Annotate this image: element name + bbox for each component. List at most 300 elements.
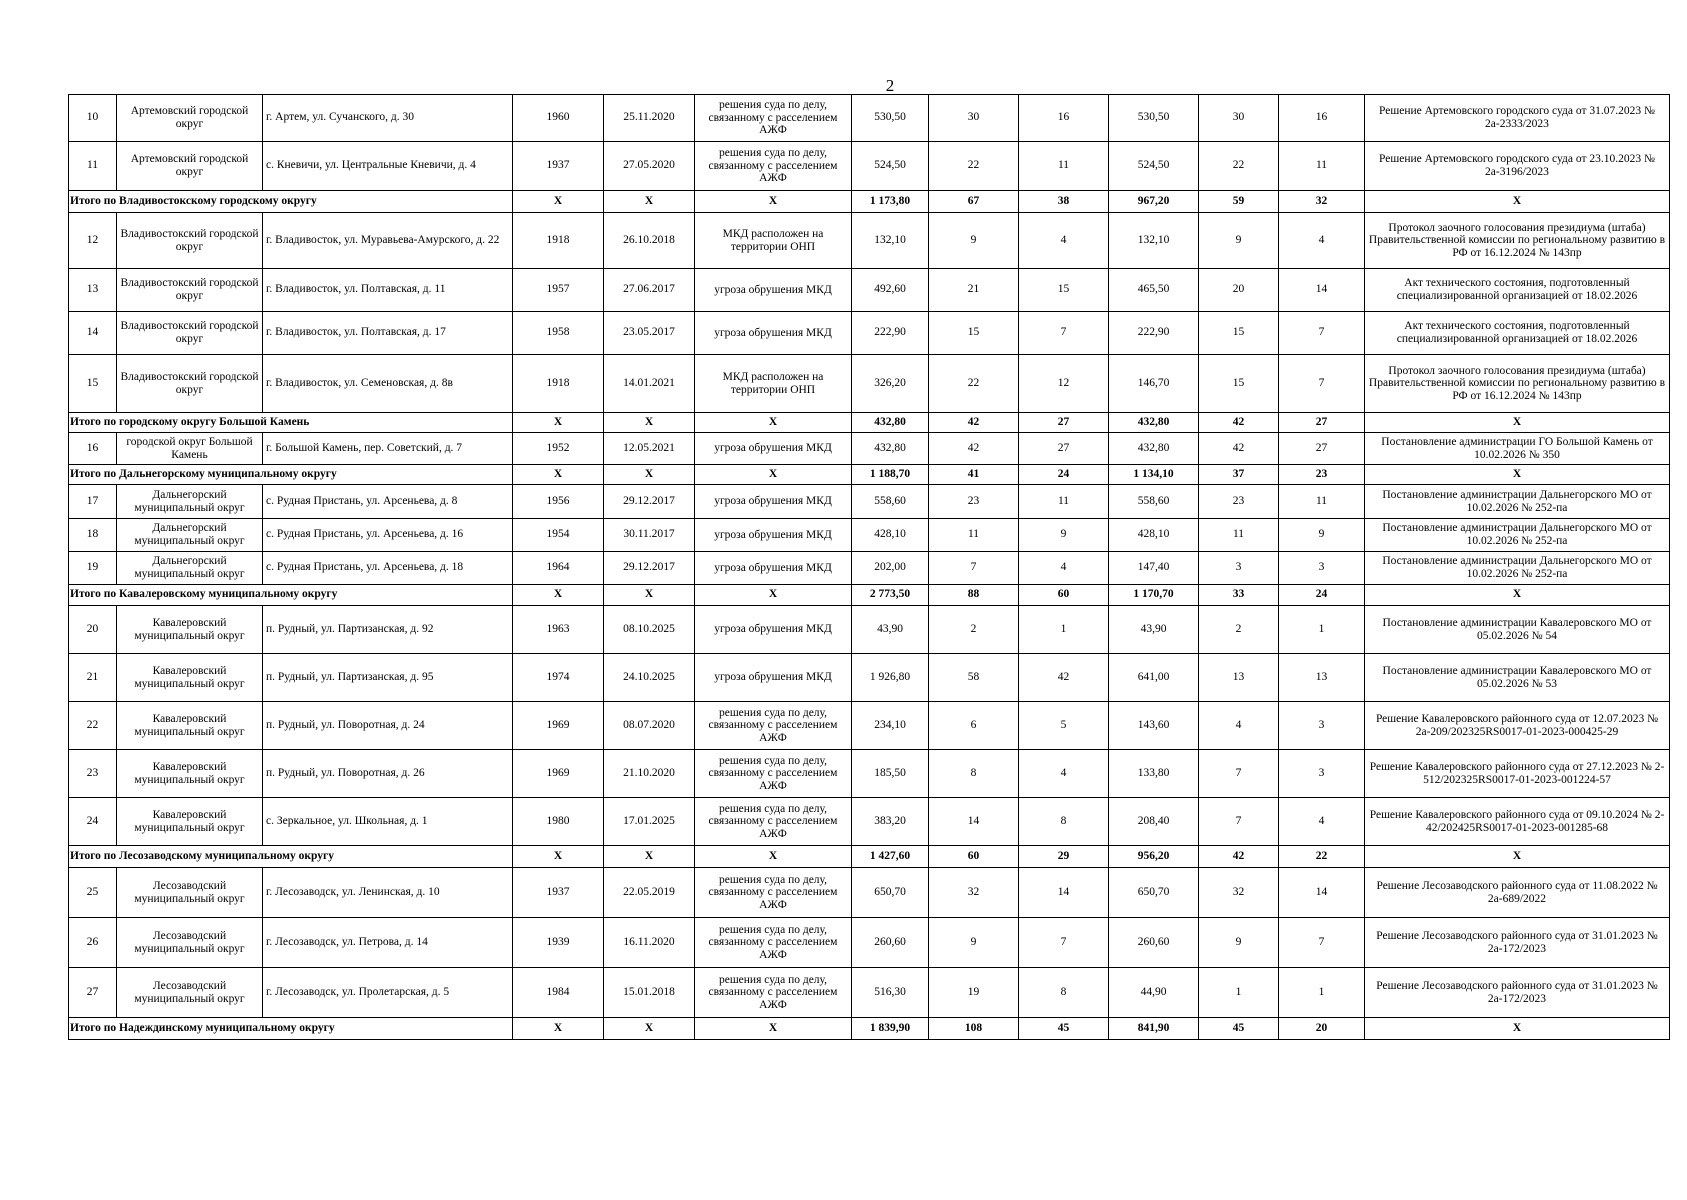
cell-total-label: Итого по Надеждинскому муниципальному округу xyxy=(69,1018,513,1040)
cell-basis-document: Решение Лесозаводского районного суда от 31.01.2023 № 2а-172/2023 xyxy=(1365,968,1670,1018)
cell-municipality: Дальнегорский муниципальный округ xyxy=(117,485,263,519)
cell-reason: решения суда по делу, связанному с расселением АЖФ xyxy=(695,798,852,846)
cell-basis-document: Постановление администрации Дальнегорского МО от 10.02.2026 № 252-па xyxy=(1365,519,1670,552)
cell-total-date: X xyxy=(604,846,695,868)
cell-row-number: 20 xyxy=(69,606,117,654)
cell-resettle-premises: 3 xyxy=(1279,552,1365,585)
cell-total-area: 222,90 xyxy=(852,312,929,355)
cell-residents: 9 xyxy=(929,918,1019,968)
cell-basis-document: Акт технического состояния, подготовленный специализированной организацией от 18.02.2026 xyxy=(1365,269,1670,312)
cell-resettle-area: 133,80 xyxy=(1109,750,1199,798)
cell-address: с. Рудная Пристань, ул. Арсеньева, д. 8 xyxy=(263,485,513,519)
cell-year-built: 1984 xyxy=(513,968,604,1018)
cell-total-area: 1 173,80 xyxy=(852,191,929,213)
cell-total-date: X xyxy=(604,413,695,433)
cell-total-reason: X xyxy=(695,1018,852,1040)
cell-resettle-area: 208,40 xyxy=(1109,798,1199,846)
cell-residents: 19 xyxy=(929,968,1019,1018)
cell-basis-document: Решение Лесозаводского районного суда от 31.01.2023 № 2а-172/2023 xyxy=(1365,918,1670,968)
cell-reason: решения суда по делу, связанному с расселением АЖФ xyxy=(695,968,852,1018)
cell-year-built: 1969 xyxy=(513,750,604,798)
cell-total-year: X xyxy=(513,465,604,485)
cell-premises: 16 xyxy=(1019,95,1109,142)
cell-recognition-date: 17.01.2025 xyxy=(604,798,695,846)
cell-resettle-premises: 13 xyxy=(1279,654,1365,702)
cell-row-number: 21 xyxy=(69,654,117,702)
cell-total-area: 428,10 xyxy=(852,519,929,552)
cell-address: г. Лесозаводск, ул. Петрова, д. 14 xyxy=(263,918,513,968)
cell-municipality: Владивостокский городской округ xyxy=(117,269,263,312)
cell-basis-document: Постановление администрации Кавалеровского МО от 05.02.2026 № 54 xyxy=(1365,606,1670,654)
cell-residents: 22 xyxy=(929,142,1019,191)
cell-total-area: 1 926,80 xyxy=(852,654,929,702)
cell-recognition-date: 25.11.2020 xyxy=(604,95,695,142)
cell-address: г. Владивосток, ул. Полтавская, д. 11 xyxy=(263,269,513,312)
cell-premises: 12 xyxy=(1019,355,1109,413)
cell-address: г. Владивосток, ул. Муравьева-Амурского, д. 22 xyxy=(263,213,513,269)
table-row xyxy=(69,485,1670,519)
cell-municipality: Кавалеровский муниципальный округ xyxy=(117,654,263,702)
cell-premises: 4 xyxy=(1019,552,1109,585)
cell-total-premises: 27 xyxy=(1019,413,1109,433)
cell-row-number: 22 xyxy=(69,702,117,750)
cell-total-label: Итого по Дальнегорскому муниципальному округу xyxy=(69,465,513,485)
cell-resettle-premises: 14 xyxy=(1279,868,1365,918)
cell-resettle-residents: 30 xyxy=(1199,95,1279,142)
cell-reason: решения суда по делу, связанному с расселением АЖФ xyxy=(695,868,852,918)
cell-recognition-date: 27.06.2017 xyxy=(604,269,695,312)
cell-year-built: 1954 xyxy=(513,519,604,552)
cell-total-year: X xyxy=(513,1018,604,1040)
cell-basis-document: Решение Кавалеровского районного суда от 12.07.2023 № 2а-209/202325RS0017-01-2023-000425-29 xyxy=(1365,702,1670,750)
cell-residents: 58 xyxy=(929,654,1019,702)
cell-residents: 7 xyxy=(929,552,1019,585)
cell-year-built: 1964 xyxy=(513,552,604,585)
cell-reason: угроза обрушения МКД xyxy=(695,485,852,519)
cell-address: п. Рудный, ул. Партизанская, д. 95 xyxy=(263,654,513,702)
cell-recognition-date: 12.05.2021 xyxy=(604,433,695,465)
cell-total-reason: X xyxy=(695,191,852,213)
cell-total-area: 260,60 xyxy=(852,918,929,968)
table-row xyxy=(69,312,1670,355)
cell-total-reason: X xyxy=(695,413,852,433)
cell-residents: 15 xyxy=(929,312,1019,355)
cell-total-basis: X xyxy=(1365,585,1670,606)
cell-municipality: Кавалеровский муниципальный округ xyxy=(117,606,263,654)
cell-total-resettle-residents: 45 xyxy=(1199,1018,1279,1040)
cell-total-resettle-area: 1 134,10 xyxy=(1109,465,1199,485)
cell-premises: 11 xyxy=(1019,142,1109,191)
cell-address: п. Рудный, ул. Партизанская, д. 92 xyxy=(263,606,513,654)
cell-recognition-date: 16.11.2020 xyxy=(604,918,695,968)
cell-year-built: 1939 xyxy=(513,918,604,968)
cell-total-date: X xyxy=(604,585,695,606)
table-row xyxy=(69,213,1670,269)
cell-total-resettle-area: 432,80 xyxy=(1109,413,1199,433)
cell-address: г. Большой Камень, пер. Советский, д. 7 xyxy=(263,433,513,465)
cell-total-area: 432,80 xyxy=(852,433,929,465)
cell-premises: 15 xyxy=(1019,269,1109,312)
cell-total-resettle-premises: 22 xyxy=(1279,846,1365,868)
cell-premises: 4 xyxy=(1019,213,1109,269)
total-row xyxy=(69,191,1670,213)
cell-recognition-date: 30.11.2017 xyxy=(604,519,695,552)
cell-address: г. Владивосток, ул. Семеновская, д. 8в xyxy=(263,355,513,413)
cell-row-number: 16 xyxy=(69,433,117,465)
cell-total-residents: 41 xyxy=(929,465,1019,485)
cell-residents: 8 xyxy=(929,750,1019,798)
cell-resettle-area: 143,60 xyxy=(1109,702,1199,750)
cell-recognition-date: 26.10.2018 xyxy=(604,213,695,269)
cell-residents: 42 xyxy=(929,433,1019,465)
cell-reason: угроза обрушения МКД xyxy=(695,519,852,552)
page-number: 2 xyxy=(885,76,895,95)
cell-resettle-premises: 11 xyxy=(1279,485,1365,519)
cell-address: п. Рудный, ул. Поворотная, д. 26 xyxy=(263,750,513,798)
cell-residents: 14 xyxy=(929,798,1019,846)
cell-address: г. Лесозаводск, ул. Ленинская, д. 10 xyxy=(263,868,513,918)
cell-municipality: Артемовский городской округ xyxy=(117,142,263,191)
cell-municipality: Кавалеровский муниципальный округ xyxy=(117,750,263,798)
cell-residents: 21 xyxy=(929,269,1019,312)
table-row xyxy=(69,433,1670,465)
cell-total-area: 650,70 xyxy=(852,868,929,918)
cell-total-resettle-area: 1 170,70 xyxy=(1109,585,1199,606)
cell-total-residents: 108 xyxy=(929,1018,1019,1040)
table-row xyxy=(69,798,1670,846)
cell-resettle-area: 43,90 xyxy=(1109,606,1199,654)
cell-resettle-premises: 3 xyxy=(1279,702,1365,750)
cell-premises: 14 xyxy=(1019,868,1109,918)
cell-total-premises: 60 xyxy=(1019,585,1109,606)
cell-reason: решения суда по делу, связанному с расселением АЖФ xyxy=(695,142,852,191)
cell-total-residents: 42 xyxy=(929,413,1019,433)
cell-row-number: 23 xyxy=(69,750,117,798)
cell-total-resettle-residents: 42 xyxy=(1199,846,1279,868)
cell-reason: угроза обрушения МКД xyxy=(695,433,852,465)
cell-basis-document: Постановление администрации ГО Большой Камень от 10.02.2026 № 350 xyxy=(1365,433,1670,465)
cell-resettle-premises: 11 xyxy=(1279,142,1365,191)
cell-total-resettle-residents: 59 xyxy=(1199,191,1279,213)
cell-total-area: 1 427,60 xyxy=(852,846,929,868)
cell-resettle-premises: 4 xyxy=(1279,798,1365,846)
cell-resettle-premises: 7 xyxy=(1279,312,1365,355)
cell-resettle-residents: 23 xyxy=(1199,485,1279,519)
cell-premises: 8 xyxy=(1019,798,1109,846)
cell-total-reason: X xyxy=(695,585,852,606)
cell-resettle-residents: 3 xyxy=(1199,552,1279,585)
cell-resettle-area: 558,60 xyxy=(1109,485,1199,519)
cell-total-resettle-residents: 37 xyxy=(1199,465,1279,485)
cell-total-premises: 24 xyxy=(1019,465,1109,485)
table-row xyxy=(69,355,1670,413)
cell-resettle-residents: 42 xyxy=(1199,433,1279,465)
table-row xyxy=(69,968,1670,1018)
cell-year-built: 1918 xyxy=(513,213,604,269)
cell-basis-document: Постановление администрации Дальнегорского МО от 10.02.2026 № 252-па xyxy=(1365,552,1670,585)
cell-total-basis: X xyxy=(1365,191,1670,213)
cell-year-built: 1963 xyxy=(513,606,604,654)
total-row xyxy=(69,1018,1670,1040)
cell-year-built: 1960 xyxy=(513,95,604,142)
cell-resettle-area: 524,50 xyxy=(1109,142,1199,191)
cell-resettle-residents: 20 xyxy=(1199,269,1279,312)
cell-row-number: 14 xyxy=(69,312,117,355)
table-row xyxy=(69,750,1670,798)
cell-total-area: 516,30 xyxy=(852,968,929,1018)
cell-year-built: 1958 xyxy=(513,312,604,355)
cell-premises: 7 xyxy=(1019,312,1109,355)
table-row xyxy=(69,606,1670,654)
cell-total-resettle-residents: 33 xyxy=(1199,585,1279,606)
cell-municipality: городской округ Большой Камень xyxy=(117,433,263,465)
cell-residents: 30 xyxy=(929,95,1019,142)
cell-reason: решения суда по делу, связанному с расселением АЖФ xyxy=(695,750,852,798)
cell-recognition-date: 29.12.2017 xyxy=(604,552,695,585)
table-row xyxy=(69,868,1670,918)
cell-row-number: 10 xyxy=(69,95,117,142)
cell-residents: 9 xyxy=(929,213,1019,269)
cell-resettle-residents: 7 xyxy=(1199,798,1279,846)
cell-resettle-premises: 7 xyxy=(1279,355,1365,413)
cell-recognition-date: 22.05.2019 xyxy=(604,868,695,918)
cell-recognition-date: 23.05.2017 xyxy=(604,312,695,355)
cell-resettle-premises: 1 xyxy=(1279,606,1365,654)
cell-premises: 27 xyxy=(1019,433,1109,465)
cell-recognition-date: 24.10.2025 xyxy=(604,654,695,702)
cell-row-number: 18 xyxy=(69,519,117,552)
cell-resettle-area: 222,90 xyxy=(1109,312,1199,355)
cell-municipality: Лесозаводский муниципальный округ xyxy=(117,868,263,918)
cell-row-number: 11 xyxy=(69,142,117,191)
cell-municipality: Лесозаводский муниципальный округ xyxy=(117,918,263,968)
cell-address: с. Рудная Пристань, ул. Арсеньева, д. 18 xyxy=(263,552,513,585)
cell-row-number: 12 xyxy=(69,213,117,269)
cell-total-year: X xyxy=(513,846,604,868)
cell-total-area: 326,20 xyxy=(852,355,929,413)
cell-recognition-date: 29.12.2017 xyxy=(604,485,695,519)
cell-recognition-date: 08.10.2025 xyxy=(604,606,695,654)
cell-total-area: 132,10 xyxy=(852,213,929,269)
cell-total-premises: 45 xyxy=(1019,1018,1109,1040)
cell-total-date: X xyxy=(604,191,695,213)
cell-basis-document: Протокол заочного голосования президиума (штаба) Правительственной комиссии по региональному развитию в РФ от 16.12.2024 № 143пр xyxy=(1365,213,1670,269)
cell-total-reason: X xyxy=(695,846,852,868)
cell-resettle-area: 650,70 xyxy=(1109,868,1199,918)
cell-resettle-residents: 32 xyxy=(1199,868,1279,918)
cell-reason: угроза обрушения МКД xyxy=(695,606,852,654)
cell-total-area: 383,20 xyxy=(852,798,929,846)
cell-residents: 32 xyxy=(929,868,1019,918)
cell-resettle-area: 147,40 xyxy=(1109,552,1199,585)
cell-year-built: 1957 xyxy=(513,269,604,312)
cell-total-area: 202,00 xyxy=(852,552,929,585)
cell-basis-document: Решение Лесозаводского районного суда от 11.08.2022 № 2а-689/2022 xyxy=(1365,868,1670,918)
cell-reason: МКД расположен на территории ОНП xyxy=(695,355,852,413)
cell-total-area: 185,50 xyxy=(852,750,929,798)
cell-recognition-date: 15.01.2018 xyxy=(604,968,695,1018)
cell-reason: угроза обрушения МКД xyxy=(695,654,852,702)
cell-municipality: Артемовский городской округ xyxy=(117,95,263,142)
cell-reason: решения суда по делу, связанному с расселением АЖФ xyxy=(695,702,852,750)
cell-resettle-premises: 9 xyxy=(1279,519,1365,552)
cell-resettle-premises: 14 xyxy=(1279,269,1365,312)
cell-residents: 6 xyxy=(929,702,1019,750)
cell-premises: 11 xyxy=(1019,485,1109,519)
cell-resettle-premises: 1 xyxy=(1279,968,1365,1018)
cell-resettle-area: 465,50 xyxy=(1109,269,1199,312)
cell-address: г. Владивосток, ул. Полтавская, д. 17 xyxy=(263,312,513,355)
cell-total-area: 1 188,70 xyxy=(852,465,929,485)
cell-basis-document: Решение Артемовского городского суда от 23.10.2023 № 2а-3196/2023 xyxy=(1365,142,1670,191)
cell-resettle-residents: 2 xyxy=(1199,606,1279,654)
cell-row-number: 13 xyxy=(69,269,117,312)
cell-resettle-residents: 1 xyxy=(1199,968,1279,1018)
cell-year-built: 1918 xyxy=(513,355,604,413)
cell-address: с. Кневичи, ул. Центральные Кневичи, д. 4 xyxy=(263,142,513,191)
cell-total-resettle-area: 956,20 xyxy=(1109,846,1199,868)
cell-year-built: 1974 xyxy=(513,654,604,702)
cell-total-date: X xyxy=(604,1018,695,1040)
cell-total-label: Итого по городскому округу Большой Камень xyxy=(69,413,513,433)
table-row xyxy=(69,552,1670,585)
cell-address: п. Рудный, ул. Поворотная, д. 24 xyxy=(263,702,513,750)
cell-premises: 8 xyxy=(1019,968,1109,1018)
cell-basis-document: Постановление администрации Дальнегорского МО от 10.02.2026 № 252-па xyxy=(1365,485,1670,519)
table-row xyxy=(69,918,1670,968)
cell-row-number: 15 xyxy=(69,355,117,413)
cell-recognition-date: 08.07.2020 xyxy=(604,702,695,750)
table-row xyxy=(69,142,1670,191)
cell-total-resettle-area: 967,20 xyxy=(1109,191,1199,213)
cell-resettle-area: 146,70 xyxy=(1109,355,1199,413)
cell-total-premises: 38 xyxy=(1019,191,1109,213)
cell-resettle-area: 530,50 xyxy=(1109,95,1199,142)
cell-resettle-premises: 27 xyxy=(1279,433,1365,465)
cell-reason: решения суда по делу, связанному с расселением АЖФ xyxy=(695,95,852,142)
cell-total-resettle-premises: 27 xyxy=(1279,413,1365,433)
cell-year-built: 1956 xyxy=(513,485,604,519)
cell-total-area: 524,50 xyxy=(852,142,929,191)
table-row xyxy=(69,269,1670,312)
cell-address: с. Рудная Пристань, ул. Арсеньева, д. 16 xyxy=(263,519,513,552)
cell-resettle-area: 260,60 xyxy=(1109,918,1199,968)
cell-municipality: Владивостокский городской округ xyxy=(117,213,263,269)
cell-row-number: 19 xyxy=(69,552,117,585)
cell-resettle-area: 641,00 xyxy=(1109,654,1199,702)
total-row xyxy=(69,585,1670,606)
cell-basis-document: Протокол заочного голосования президиума (штаба) Правительственной комиссии по региональному развитию в РФ от 16.12.2024 № 143пр xyxy=(1365,355,1670,413)
cell-basis-document: Решение Кавалеровского районного суда от 09.10.2024 № 2-42/202425RS0017-01-2023-001285-68 xyxy=(1365,798,1670,846)
cell-recognition-date: 21.10.2020 xyxy=(604,750,695,798)
cell-total-residents: 88 xyxy=(929,585,1019,606)
cell-total-area: 558,60 xyxy=(852,485,929,519)
total-row xyxy=(69,413,1670,433)
cell-resettle-residents: 22 xyxy=(1199,142,1279,191)
cell-municipality: Владивостокский городской округ xyxy=(117,312,263,355)
cell-residents: 11 xyxy=(929,519,1019,552)
cell-total-reason: X xyxy=(695,465,852,485)
cell-year-built: 1937 xyxy=(513,868,604,918)
cell-resettle-premises: 4 xyxy=(1279,213,1365,269)
cell-basis-document: Акт технического состояния, подготовленный специализированной организацией от 18.02.2026 xyxy=(1365,312,1670,355)
cell-year-built: 1980 xyxy=(513,798,604,846)
cell-row-number: 27 xyxy=(69,968,117,1018)
cell-resettle-premises: 16 xyxy=(1279,95,1365,142)
cell-premises: 7 xyxy=(1019,918,1109,968)
cell-premises: 5 xyxy=(1019,702,1109,750)
cell-municipality: Кавалеровский муниципальный округ xyxy=(117,798,263,846)
cell-residents: 2 xyxy=(929,606,1019,654)
cell-total-area: 530,50 xyxy=(852,95,929,142)
cell-resettle-residents: 13 xyxy=(1199,654,1279,702)
cell-total-year: X xyxy=(513,585,604,606)
cell-row-number: 26 xyxy=(69,918,117,968)
cell-year-built: 1952 xyxy=(513,433,604,465)
cell-resettle-area: 428,10 xyxy=(1109,519,1199,552)
cell-recognition-date: 14.01.2021 xyxy=(604,355,695,413)
cell-resettle-area: 132,10 xyxy=(1109,213,1199,269)
cell-basis-document: Решение Кавалеровского районного суда от 27.12.2023 № 2-512/202325RS0017-01-2023-001224-57 xyxy=(1365,750,1670,798)
cell-residents: 23 xyxy=(929,485,1019,519)
cell-total-area: 1 839,90 xyxy=(852,1018,929,1040)
cell-total-residents: 67 xyxy=(929,191,1019,213)
cell-address: г. Лесозаводск, ул. Пролетарская, д. 5 xyxy=(263,968,513,1018)
cell-total-area: 43,90 xyxy=(852,606,929,654)
cell-resettle-area: 44,90 xyxy=(1109,968,1199,1018)
cell-reason: угроза обрушения МКД xyxy=(695,312,852,355)
table-row xyxy=(69,519,1670,552)
cell-total-residents: 60 xyxy=(929,846,1019,868)
cell-address: г. Артем, ул. Сучанского, д. 30 xyxy=(263,95,513,142)
cell-resettle-residents: 4 xyxy=(1199,702,1279,750)
cell-resettle-residents: 11 xyxy=(1199,519,1279,552)
cell-reason: решения суда по делу, связанному с расселением АЖФ xyxy=(695,918,852,968)
cell-total-resettle-residents: 42 xyxy=(1199,413,1279,433)
cell-total-resettle-premises: 23 xyxy=(1279,465,1365,485)
table-body xyxy=(69,95,1670,1040)
resettlement-table xyxy=(68,94,1670,1040)
cell-municipality: Дальнегорский муниципальный округ xyxy=(117,552,263,585)
cell-total-resettle-premises: 32 xyxy=(1279,191,1365,213)
cell-reason: угроза обрушения МКД xyxy=(695,269,852,312)
cell-resettle-residents: 9 xyxy=(1199,918,1279,968)
cell-reason: МКД расположен на территории ОНП xyxy=(695,213,852,269)
cell-total-resettle-premises: 20 xyxy=(1279,1018,1365,1040)
cell-municipality: Владивостокский городской округ xyxy=(117,355,263,413)
cell-premises: 4 xyxy=(1019,750,1109,798)
cell-resettle-residents: 15 xyxy=(1199,312,1279,355)
cell-premises: 9 xyxy=(1019,519,1109,552)
cell-total-basis: X xyxy=(1365,1018,1670,1040)
cell-recognition-date: 27.05.2020 xyxy=(604,142,695,191)
cell-premises: 1 xyxy=(1019,606,1109,654)
cell-year-built: 1969 xyxy=(513,702,604,750)
cell-total-area: 492,60 xyxy=(852,269,929,312)
total-row xyxy=(69,465,1670,485)
cell-resettle-premises: 7 xyxy=(1279,918,1365,968)
table-row xyxy=(69,702,1670,750)
cell-municipality: Кавалеровский муниципальный округ xyxy=(117,702,263,750)
cell-total-basis: X xyxy=(1365,413,1670,433)
cell-total-resettle-area: 841,90 xyxy=(1109,1018,1199,1040)
cell-premises: 42 xyxy=(1019,654,1109,702)
cell-total-area: 432,80 xyxy=(852,413,929,433)
cell-total-label: Итого по Лесозаводскому муниципальному округу xyxy=(69,846,513,868)
cell-total-year: X xyxy=(513,413,604,433)
cell-total-area: 234,10 xyxy=(852,702,929,750)
cell-total-label: Итого по Кавалеровскому муниципальному округу xyxy=(69,585,513,606)
